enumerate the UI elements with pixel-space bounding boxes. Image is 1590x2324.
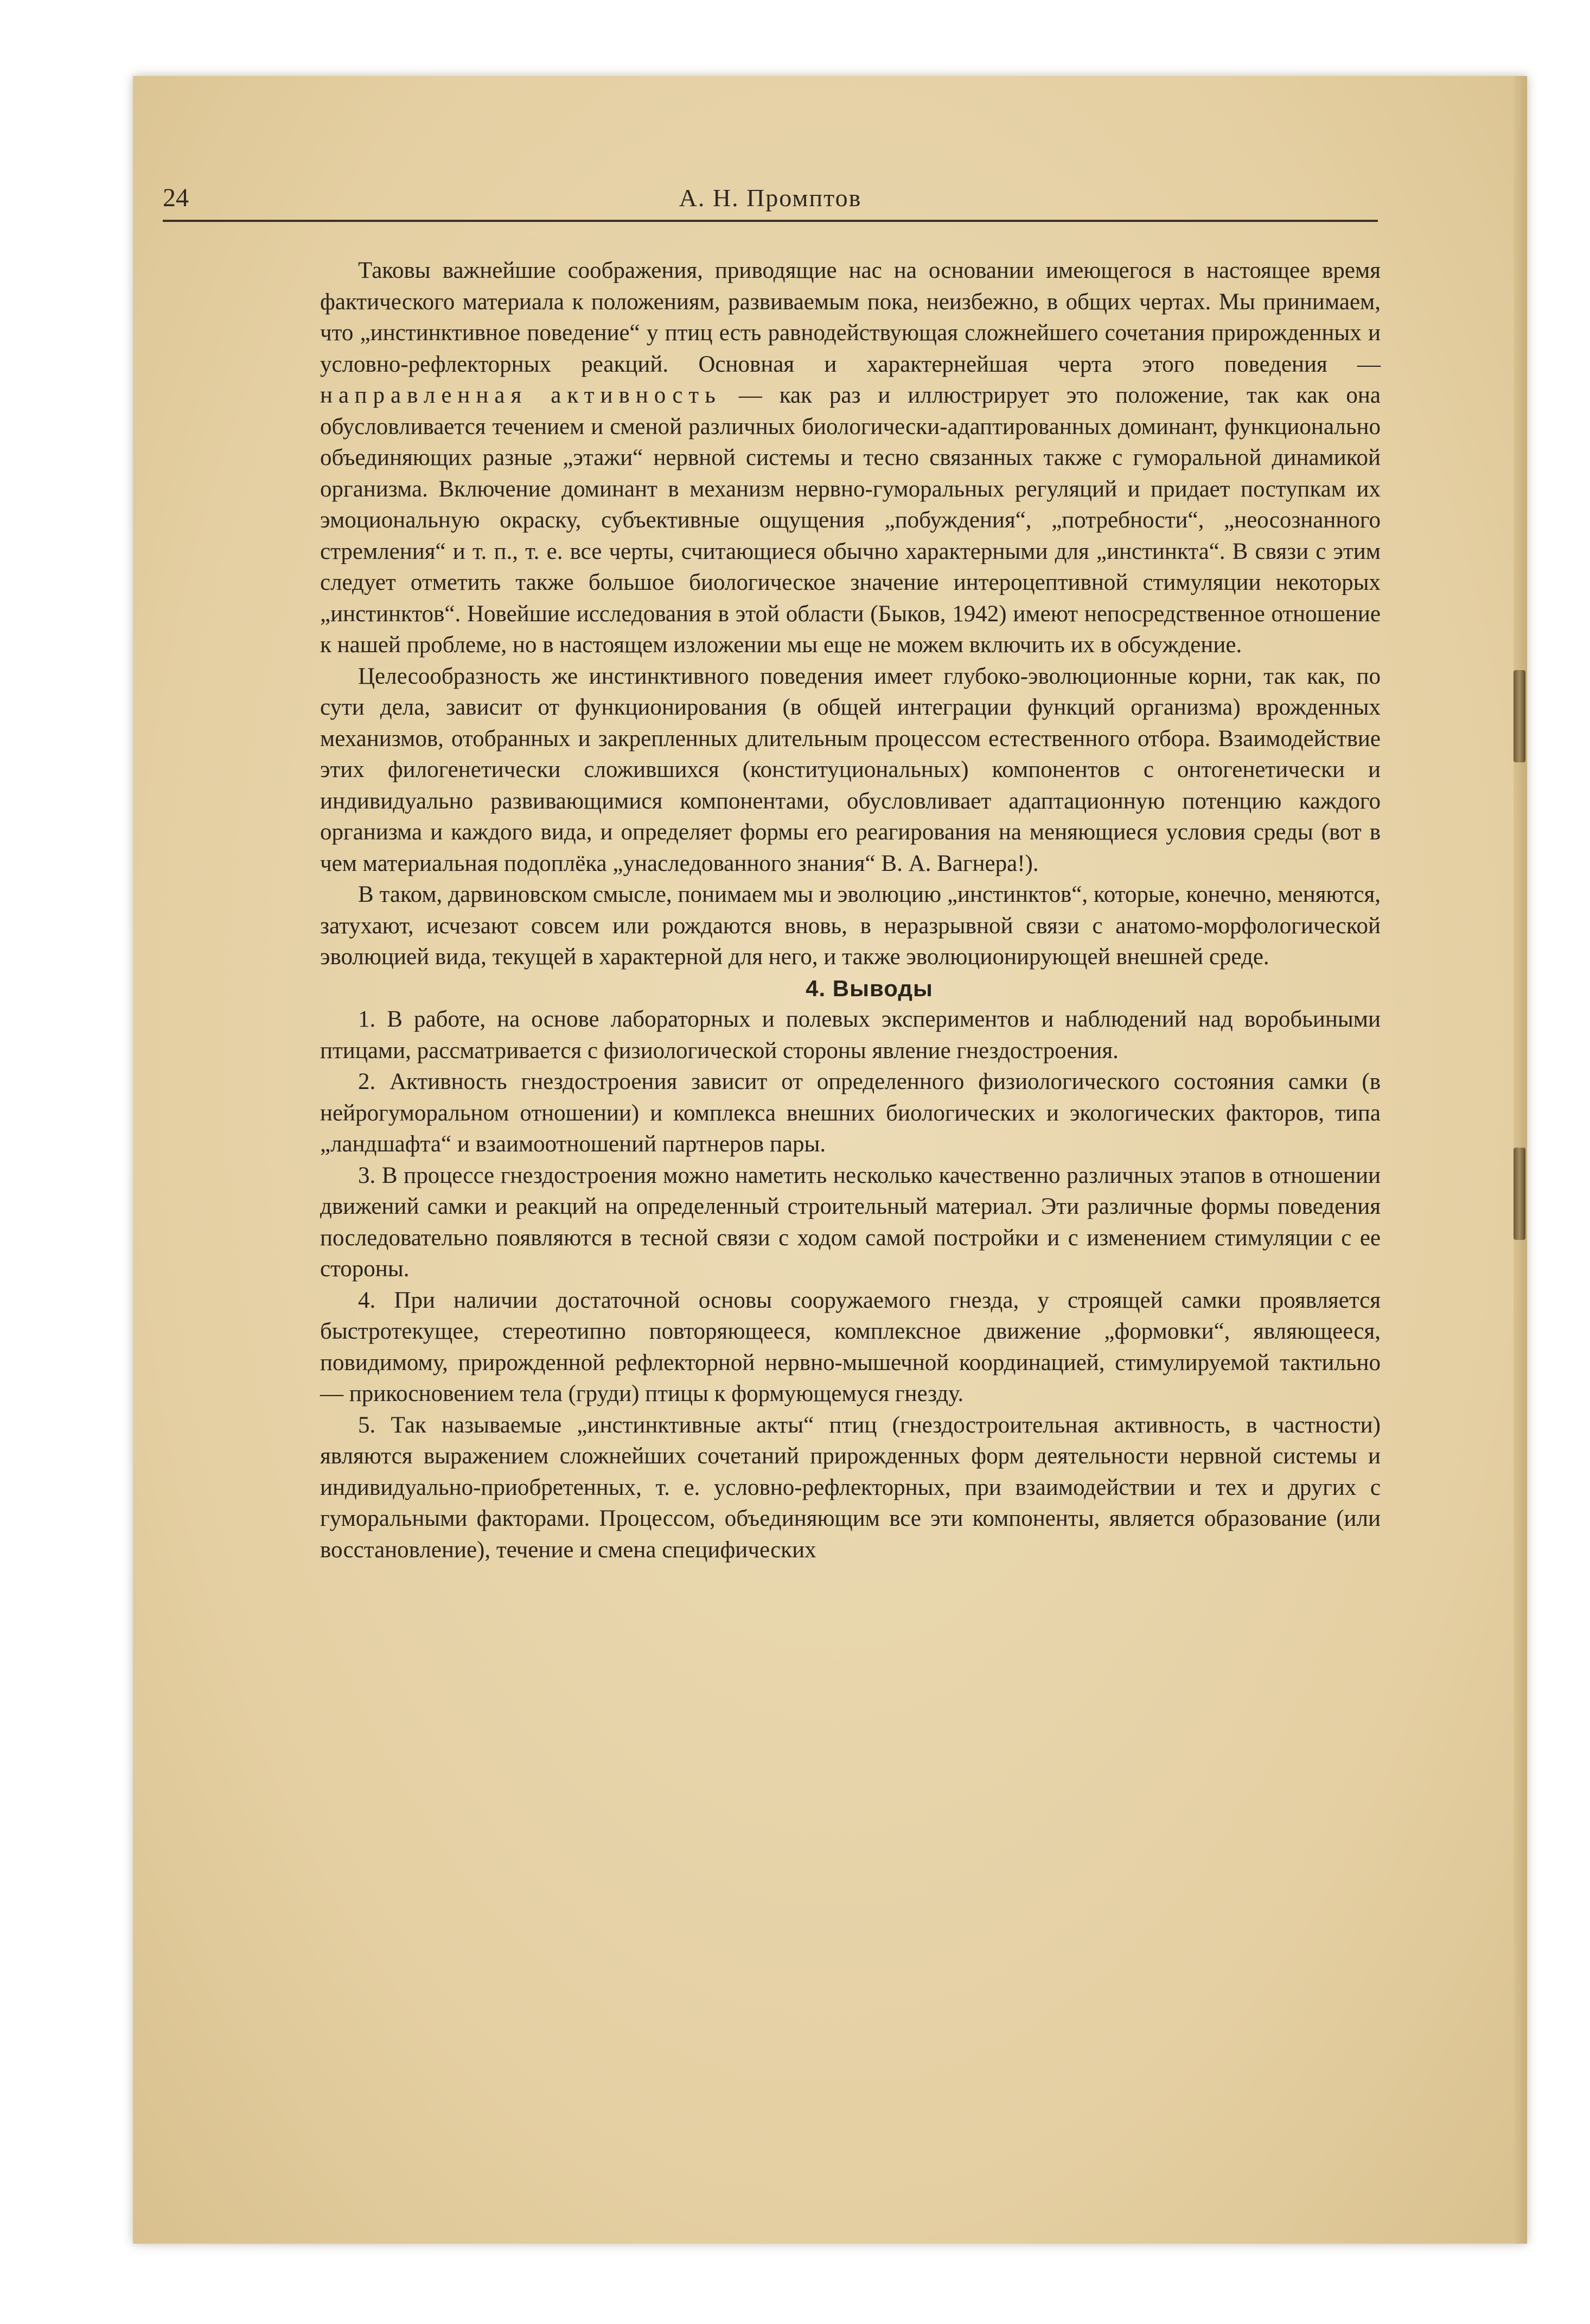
page-body [320, 255, 1381, 1565]
paragraph-1-part-b: — как раз и иллюстрирует это положение, так как она обусловливается течением и сменой различных биологически-адаптированных доминант, функционально объединяющих разные „этажи“ нервной системы и тесно связанных также с гуморальной динамикой организма. Включение доминант в механизм нервно-гуморальных регуляций и придает поступкам их эмоциональную окраску, субъективные ощущения „побуждения“, „потребности“, „неосознанного стремления“ и т. п., т. е. все черты, считающиеся обычно характерными для „инстинкта“. В связи с этим следует отметить также большое биологическое значение интероцептивной стимуляции некоторых „инстинктов“. Новейшие исследования в этой области (Быков, 1942) имеют непосредственное отношение к нашей проблеме, но в настоящем изложении мы еще не можем включить их в обсуждение. [320, 383, 1381, 658]
paragraph-2: Целесообразность же инстинктивного поведения имеет глубоко-эволюционные корни, так как, по сути дела, зависит от функционирования (в общей интеграции функций организма) врожденных механизмов, отобранных и закрепленных длительным процессом естественного отбора. Взаимодействие этих филогенетически сложившихся (конституциональных) компонентов с онтогенетически и индивидуально развивающимися компонентами, обусловливает адаптационную потенцию каждого организма и каждого вида, и определяет формы его реагирования на меняющиеся условия среды (вот в чем материальная подоплёка „унаследованного знания“ В. А. Вагнера!). [320, 663, 1381, 876]
staple-bottom [1514, 1148, 1525, 1240]
running-head [163, 182, 1378, 222]
spaced-emphasis: направленная активность [320, 383, 721, 408]
paragraph-1 [320, 255, 1381, 661]
conclusion-item-5: 5. Так называемые „инстинктивные акты“ птиц (гнездостроительная активность, в частности) являются выражением сложнейших сочетаний прирожденных форм деятельности нервной системы и индивидуально-приобретенных, т. е. условно-рефлекторных, при взаимодействии и тех и других с гуморальными факторами. Процессом, объединяющим все эти компоненты, является образование (или восстановление), течение и смена специфических [320, 1412, 1381, 1563]
paragraph-3: В таком, дарвиновском смысле, понимаем мы и эволюцию „инстинктов“, которые, конечно, меняются, затухают, исчезают совсем или рождаются вновь, в неразрывной связи с анатомо-морфологической эволюцией вида, текущей в характерной для него, и также эволюционирующей внешней среде. [320, 882, 1381, 970]
conclusion-item-2: 2. Активность гнездостроения зависит от определенного физиологического состояния самки (в нейрогуморальном отношении) и комплекса внешних биологических и экологических факторов, типа „ландшафта“ и взаимоотношений партнеров пары. [320, 1069, 1381, 1157]
page-number: 24 [163, 183, 189, 212]
paragraph-1-part-a: Таковы важнейшие соображения, приводящие нас на основании имеющегося в настоящее время фактического материала к положениям, развиваемым пока, неизбежно, в общих чертах. Мы принимаем, что „инстинктивное поведение“ у птиц есть равнодействующая сложнейшего сочетания прирожденных и условно-рефлекторных реакций. Основная и характернейшая черта этого поведения — [320, 258, 1381, 377]
section-heading: 4. Выводы [806, 975, 933, 1001]
conclusion-item-3: 3. В процессе гнездостроения можно наметить несколько качественно различных этапов в отношении движений самки и реакций на определенный строительный материал. Эти различные формы поведения последовательно появляются в тесной связи с ходом самой постройки и с изменением стимуляции с ее стороны. [320, 1162, 1381, 1282]
conclusion-item-1: 1. В работе, на основе лабораторных и полевых экспериментов и наблюдений над воробьиными птицами, рассматривается с физиологической стороны явление гнездостроения. [320, 1007, 1381, 1064]
conclusion-item-4: 4. При наличии достаточной основы сооружаемого гнезда, у строящей самки проявляется быстротекущее, стереотипно повторяющееся, комплексное движение „формовки“, являющееся, повидимому, прирожденной рефлекторной нервно-мышечной координацией, стимулируемой тактильно — прикосновением тела (груди) птицы к формующемуся гнезду. [320, 1287, 1381, 1406]
staple-top [1514, 670, 1525, 762]
running-title: А. Н. Промптов [679, 184, 862, 212]
